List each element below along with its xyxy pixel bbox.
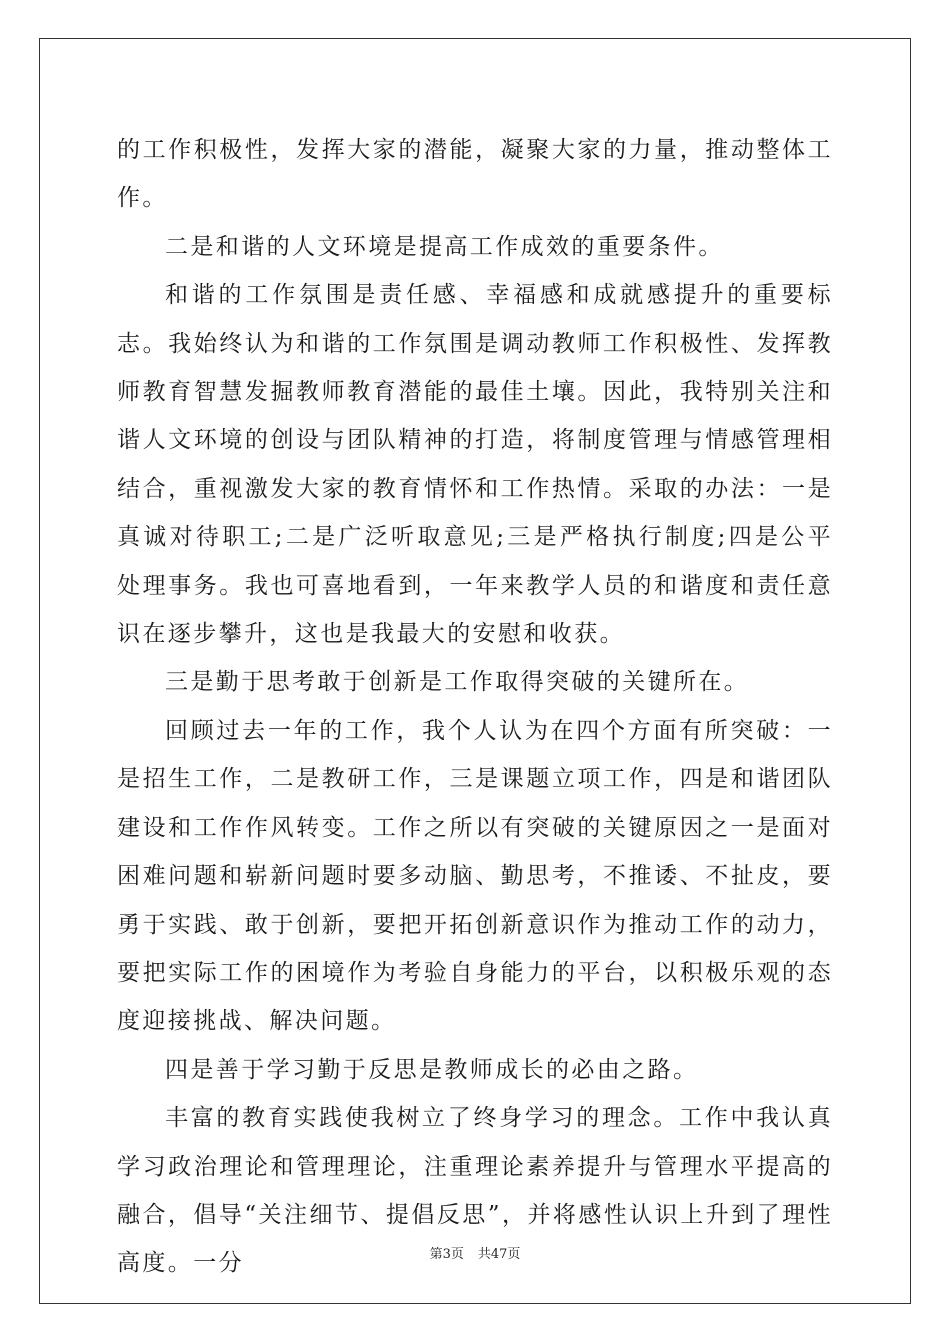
paragraph-4: 三是勤于思考敢于创新是工作取得突破的关键所在。 xyxy=(165,669,750,696)
paragraph-3: 和谐的工作氛围是责任感、幸福感和成就感提升的重要标志。我始终认为和谐的工作氛围是调动教师工作积极性、发挥教师教育智慧发掘教师教育潜能的最佳土壤。因此，我特别关注和谐人文环境的创设与团队精神的打造，将制度管理与情感管理相结合，重视激发大家的教育情怀和工作热情。采取的办法：一是真诚对待职工;二是广泛听取意见;三是严格执行制度;四是公平处理事务。我也可喜地看到，一年来教学人员的和谐度和责任意识在逐步攀升，这也是我最大的安慰和收获。 xyxy=(117,282,833,648)
paragraph-2: 二是和谐的人文环境是提高工作成效的重要条件。 xyxy=(165,233,724,260)
document-body xyxy=(117,126,833,1288)
total-page-count: 共47页 xyxy=(477,1247,521,1262)
paragraph-1: 的工作积极性，发挥大家的潜能，凝聚大家的力量，推动整体工作。 xyxy=(117,137,833,212)
paragraph-6: 四是善于学习勤于反思是教师成长的必由之路。 xyxy=(165,1056,699,1083)
page-footer xyxy=(0,1247,950,1263)
paragraph-5: 回顾过去一年的工作，我个人认为在四个方面有所突破：一是招生工作，二是教研工作，三是课题立项工作，四是和谐团队建设和工作作风转变。工作之所以有突破的关键原因之一是面对困难问题和崭新问题时要多动脑、勤思考，不推诿、不扯皮，要勇于实践、敢于创新，要把开拓创新意识作为推动工作的动力，要把实际工作的困境作为考验自身能力的平台，以积极乐观的态度迎接挑战、解决问题。 xyxy=(117,717,833,1035)
current-page-number: 第3页 xyxy=(429,1247,464,1262)
paragraph-7: 丰富的教育实践使我树立了终身学习的理念。工作中我认真学习政治理论和管理理论，注重理论素养提升与管理水平提高的融合，倡导“关注细节、提倡反思”，并将感性认识上升到了理性高度。一分 xyxy=(117,1105,833,1277)
